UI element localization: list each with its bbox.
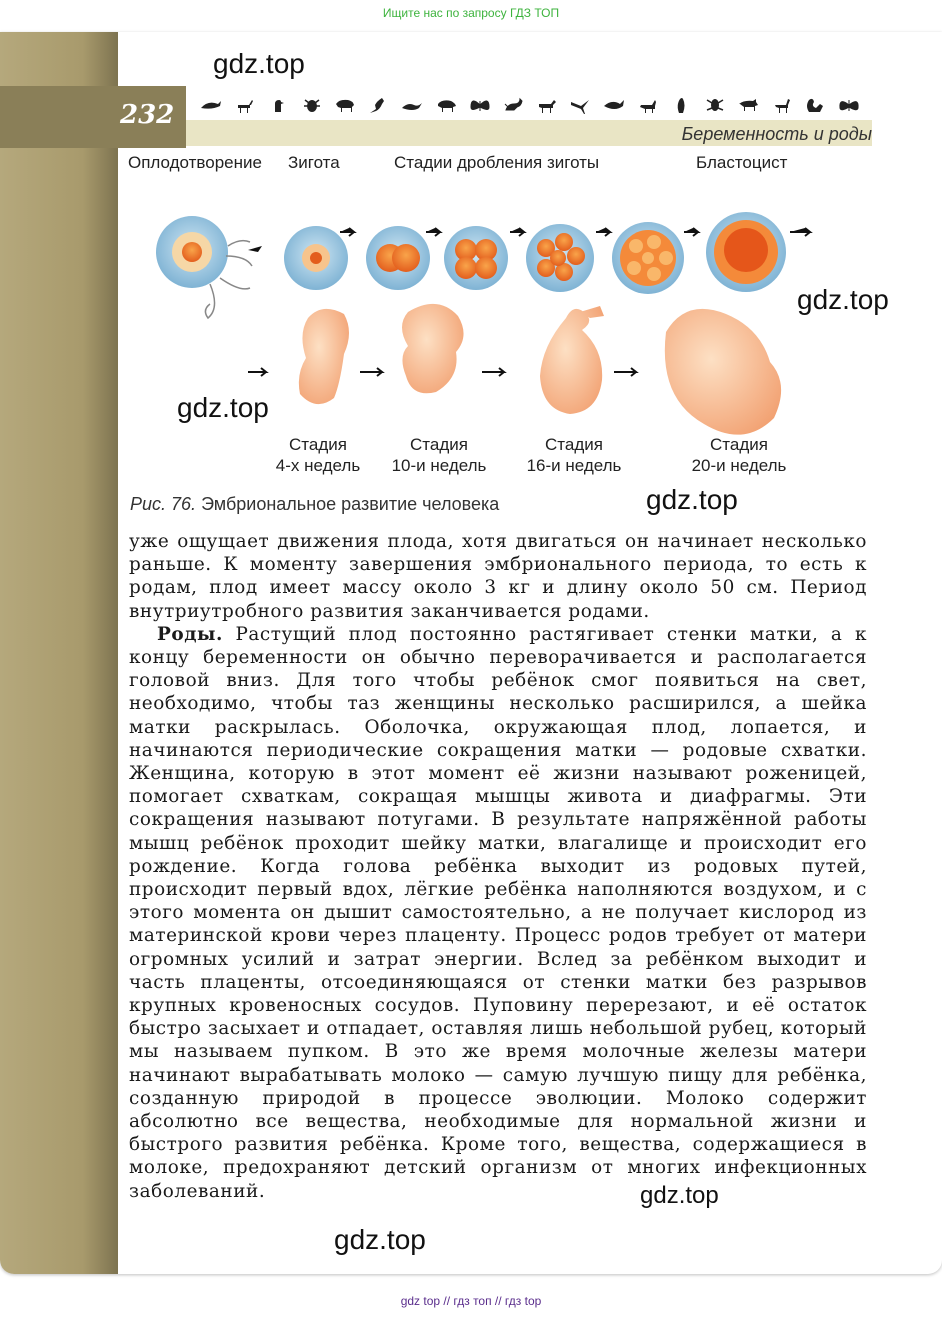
animal-silhouettes-strip — [200, 92, 860, 118]
stage-label-10-weeks: Стадия 10-и недель — [391, 435, 487, 475]
cleavage-4-cells — [444, 226, 508, 290]
paragraph-2 — [129, 623, 867, 1203]
stage-label-20-weeks: Стадия 20-и недель — [691, 435, 787, 475]
cleavage-morula — [612, 222, 684, 294]
moth-icon — [838, 96, 860, 114]
figure-caption-number: Рис. 76. — [130, 494, 197, 514]
stage-label-16-weeks: Стадия 16-и недель — [526, 435, 622, 475]
label-cleavage: Стадии дробления зиготы — [394, 153, 600, 172]
crane-icon — [569, 96, 591, 114]
fetus-16-weeks — [540, 306, 604, 414]
fox-icon — [637, 96, 659, 114]
textbook-page — [0, 32, 942, 1274]
body-text — [129, 530, 867, 1203]
whale-icon — [603, 96, 625, 114]
insect-icon — [704, 96, 726, 114]
paragraph-2-text: Растущий плод постоянно растягивает стенки матки, а к концу беременности он обычно переворачивается и располагается головой вниз. Для того чтобы ребёнок смог появиться на свет, необходимо, чтобы таз женщины несколько расширился, а шейка матки раскрылась. Оболочка, окружающая плод, лопается, и начинаются периодические сокращения матки — родовые схватки. Женщина, которую в этот момент её жизни называют роженицей, помогает схваткам, сокращая мышцы живота и диафрагмы. Эти сокращения называют потугами. В результате напряжённой работы мышц ребёнок проходит шейку матки, влагалище и происходит его рождение. Когда голова ребёнка выходит из родовых путей, происходит первый вдох, лёгкие ребёнка наполняются воздухом, и с этого момента он дышит самостоятельно, а не получает кислород из материнской крови через плаценту. Процесс родов требует от матери огромных усилий и затрат энергии. Вслед за ребёнком выходит и часть плаценты, отсоединяющаяся от стенки матки без разрывов крупных кровеносных сосудов. Пуповину перерезают, и её остаток быстро засыхает и отпадает, оставляя лишь небольшой рубец, который мы называем пупком. В это же время молочные железы матери начинают вырабатывать молоко — самую лучшую пищу для ребёнка, созданную природой в процессе эволюции. Молоко содержит абсолютно все вещества, необходимые для нормальной жизни и быстрого развития ребёнка. Кроме того, вещества, содержащиеся в молоке, предохраняют детский организм от многих инфекционных заболеваний. — [129, 623, 867, 1202]
watermark: gdz.top — [213, 48, 305, 79]
figure-caption — [130, 494, 499, 515]
bison-icon — [334, 96, 356, 114]
dolphin-icon — [200, 96, 222, 114]
beetle-icon — [301, 96, 323, 114]
cleavage-2-cells — [366, 226, 430, 290]
label-zygote: Зигота — [288, 153, 340, 172]
watermark: gdz.top — [334, 1224, 426, 1255]
egg-fertilization — [156, 216, 252, 318]
fetus-20-weeks — [665, 309, 781, 435]
deer-icon — [234, 96, 256, 114]
cleavage-8-cells — [526, 224, 594, 292]
lizard-icon — [401, 96, 423, 114]
zygote — [284, 226, 348, 290]
watermark: gdz.top — [646, 484, 738, 515]
kangaroo-icon — [368, 96, 390, 114]
section-title: Беременность и роды — [681, 124, 872, 144]
watermark: gdz.top — [177, 392, 269, 423]
bull-icon — [737, 96, 759, 114]
stage-label-4-weeks: Стадия 4-х недель — [275, 435, 361, 475]
squirrel-icon — [804, 96, 826, 114]
fetus-10-weeks — [402, 304, 464, 393]
paragraph-1: уже ощущает движения плода, хотя двигаться он начинает несколько раньше. К моменту завершения эмбрионального периода, то есть к родам, плод имеет массу около 3 кг и длину около 50 см. Период внутриутробного развития заканчивается родами. — [129, 531, 867, 622]
watermark: gdz.top — [640, 1182, 719, 1209]
page-edge — [0, 32, 118, 1274]
top-banner[interactable]: Ищите нас по запросу ГДЗ ТОП — [382, 6, 560, 20]
page-number: 232 — [120, 100, 175, 130]
scorpion-icon — [502, 96, 524, 114]
watermark: gdz.top — [797, 284, 889, 315]
label-fertilization: Оплодотворение — [128, 153, 262, 172]
label-blastocyst: Бластоцист — [696, 153, 788, 172]
fetus-4-weeks — [299, 309, 349, 404]
figure-caption-text: Эмбриональное развитие человека — [201, 494, 500, 514]
penguin-icon — [670, 96, 692, 114]
goat-icon — [771, 96, 793, 114]
paragraph-2-heading: Роды. — [157, 623, 223, 645]
bird-icon — [267, 96, 289, 114]
horse-icon — [536, 96, 558, 114]
blastocyst — [706, 212, 786, 292]
embryo-development-figure — [140, 212, 820, 440]
boar-icon — [435, 96, 457, 114]
bottom-banner[interactable]: gdz top // гдз топ // гдз top — [400, 1294, 542, 1308]
butterfly-icon — [469, 96, 491, 114]
